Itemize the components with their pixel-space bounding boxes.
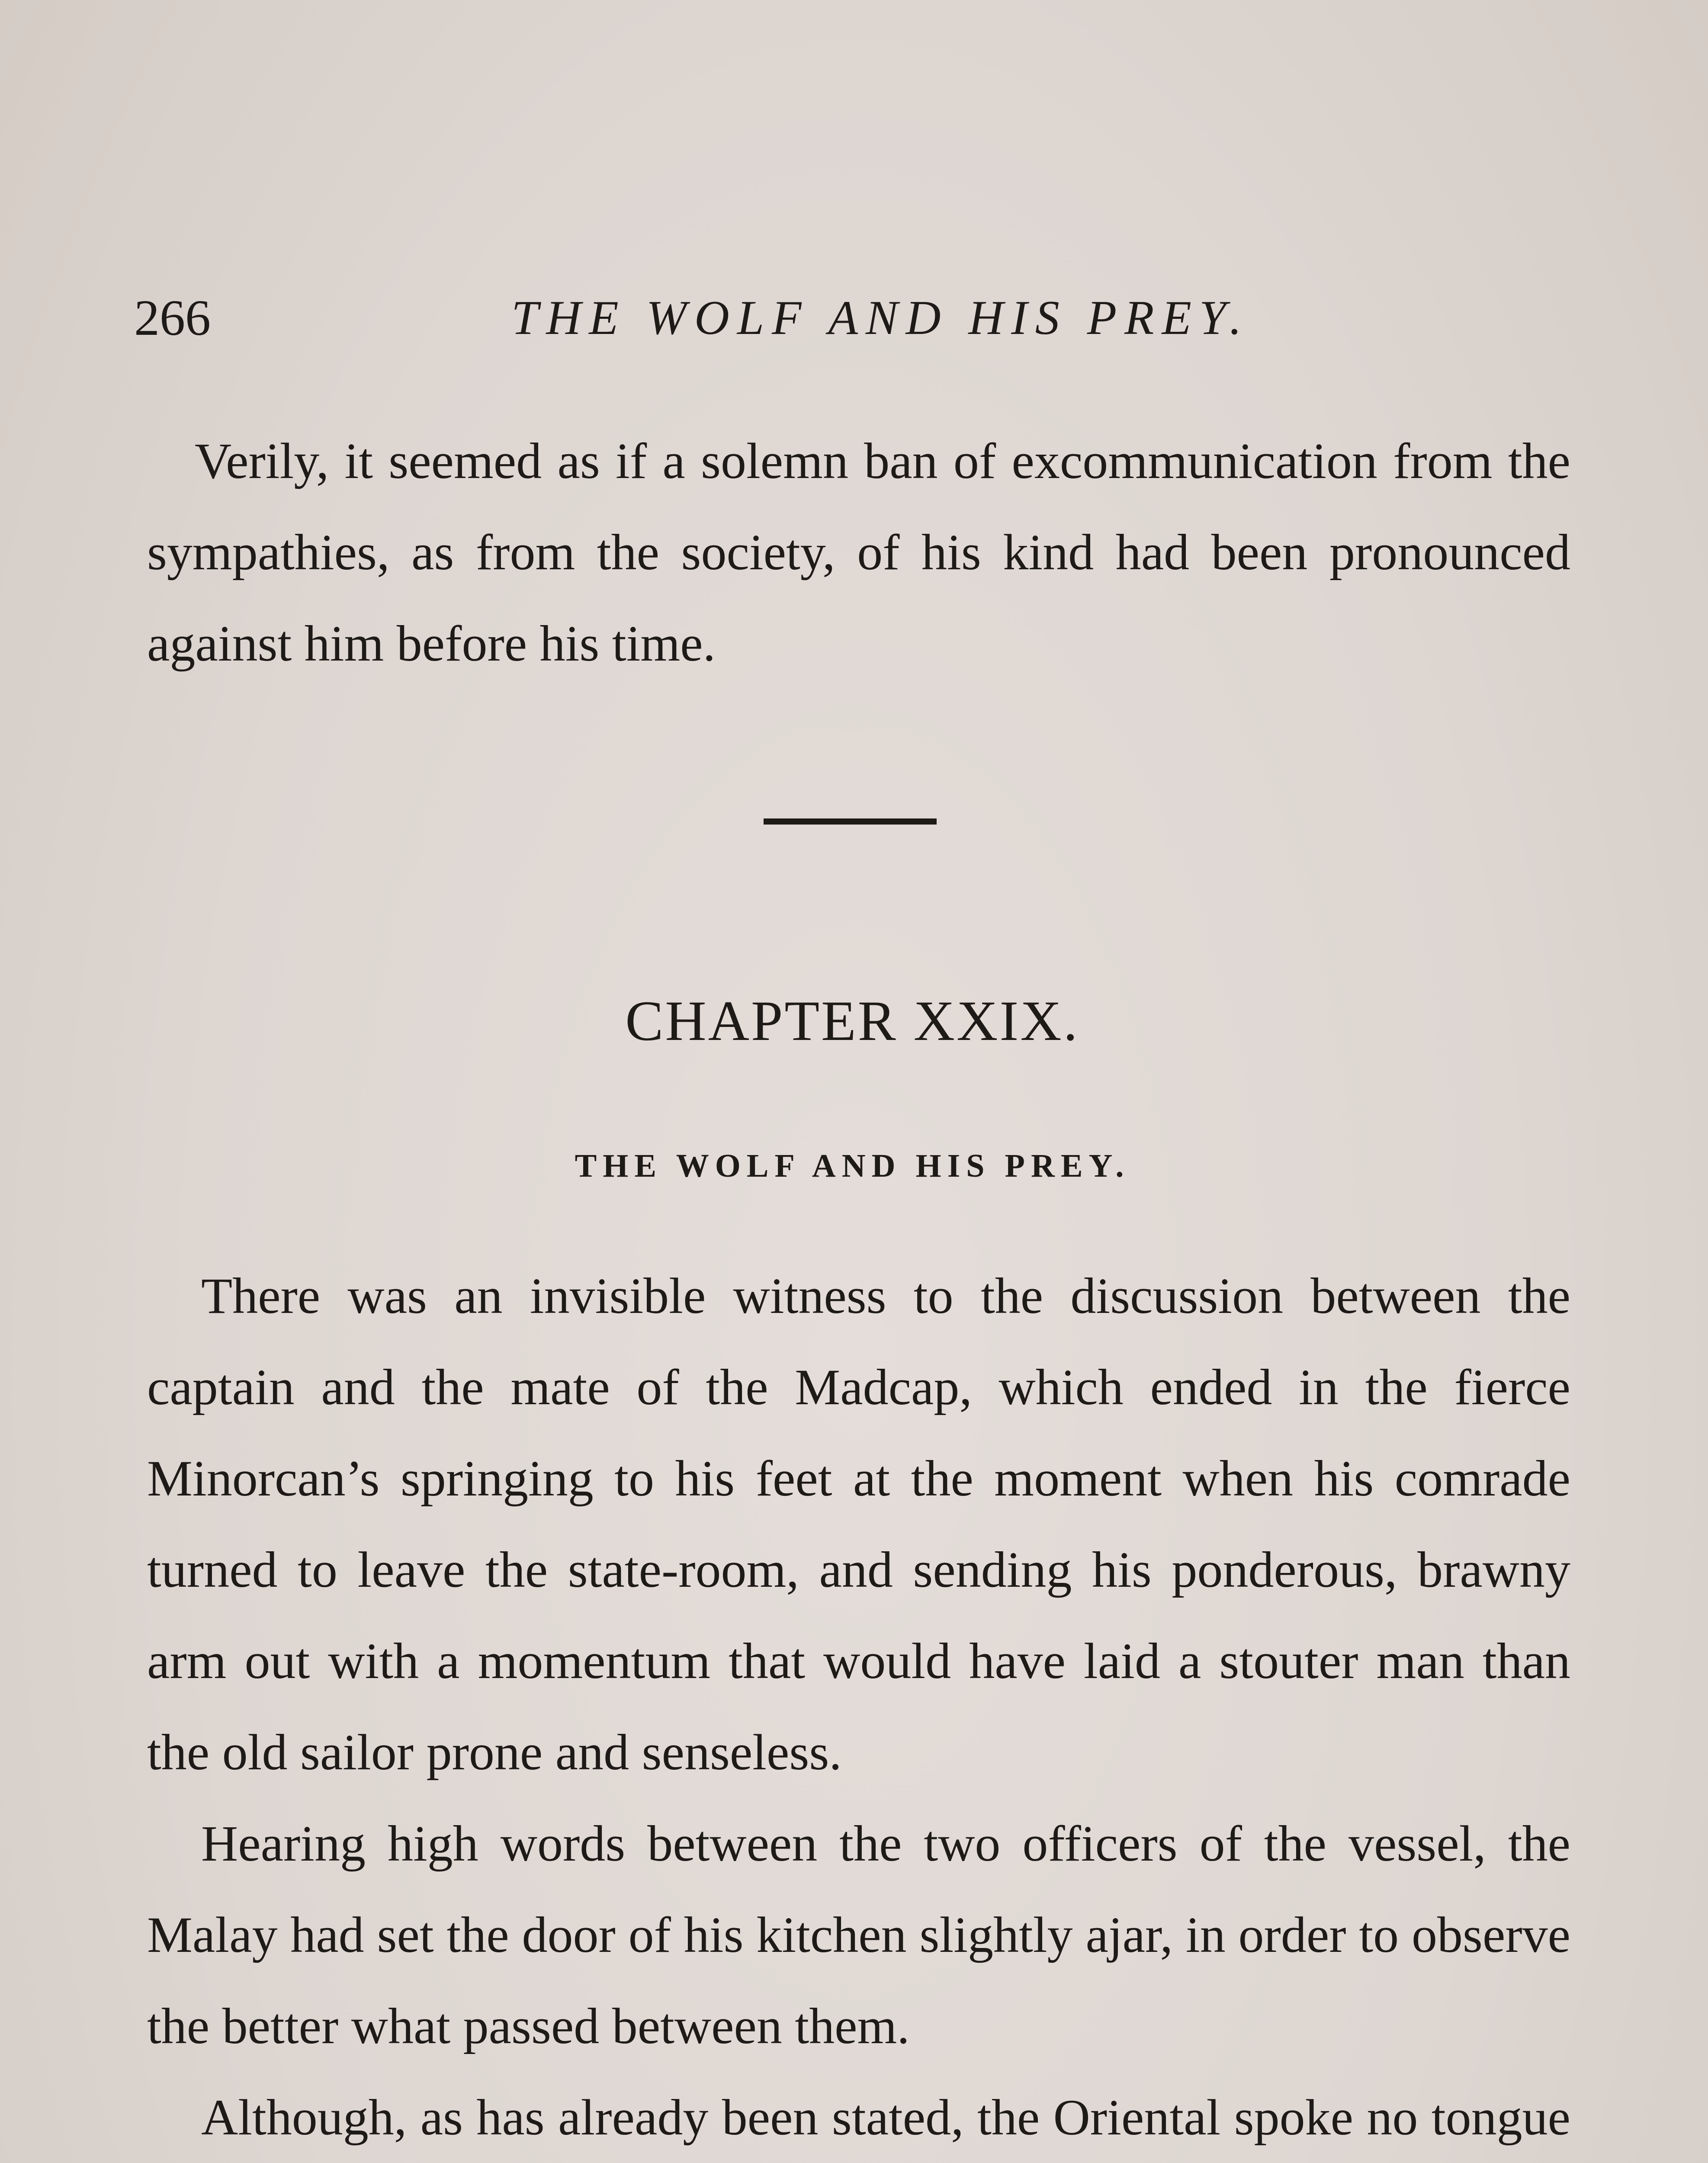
opening-paragraph: Verily, it seemed as if a solemn ban of excommunication from the sympathies, as from the society, of his kind had been pronounced against him before his time. — [147, 433, 1570, 672]
chapter-body — [147, 1250, 1570, 2163]
running-head — [134, 286, 1579, 350]
page-number: 266 — [134, 289, 211, 346]
section-divider — [764, 818, 937, 825]
chapter-title: CHAPTER XXIX. — [625, 989, 1079, 1053]
paragraph-malay: Hearing high words between the two officers of the vessel, the Malay had set the door of his kitchen slightly ajar, in order to observe the better what passed between them. — [147, 1815, 1570, 2054]
paragraph-oriental-text: Although, as has already been stated, the Oriental spoke no tongue — [201, 2089, 1570, 2146]
running-title: THE WOLF AND HIS PREY. — [511, 291, 1249, 345]
opening-text-block — [147, 415, 1570, 689]
paragraph-oriental — [147, 2072, 1570, 2163]
paragraph-witness: There was an invisible witness to the discussion between the captain and the mate of the Madcap, which ended in the fierce Minorcan’s springing to his feet at the moment when his comrade turned to leave the state-room, and sending his ponderous, brawny arm out with a momentum that would have laid a stouter man than the old sailor prone and senseless. — [147, 1268, 1570, 1781]
chapter-subtitle: THE WOLF AND HIS PREY. — [575, 1148, 1130, 1184]
